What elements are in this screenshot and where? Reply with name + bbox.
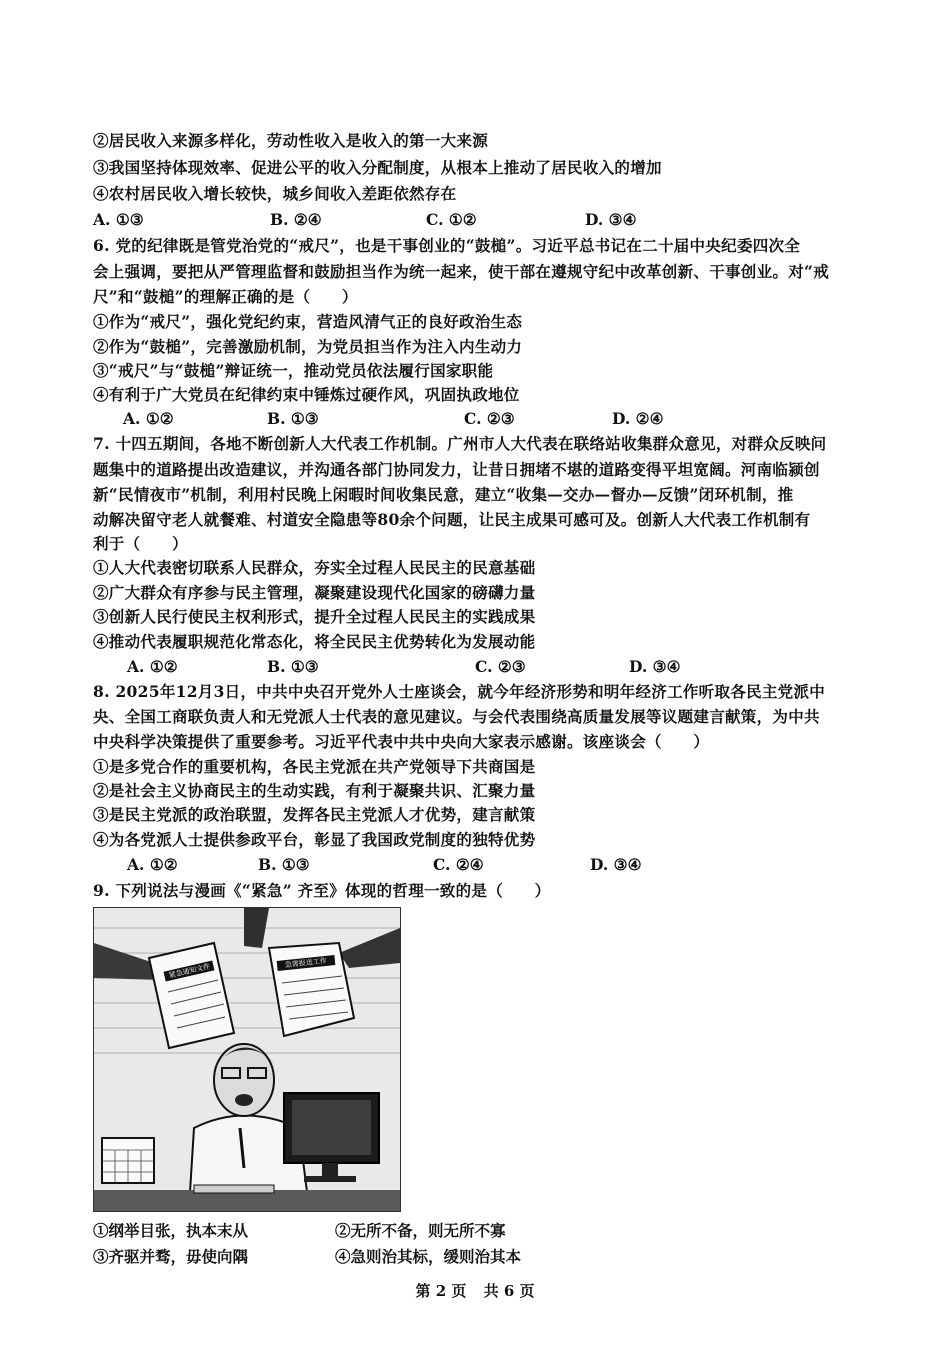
q6-stem-line-1: 6. 党的纪律既是管党治党的“戒尺”，也是干事创业的“鼓槌”。习近平总书记在二十届中央纪委四次全 xyxy=(93,236,801,255)
q7-option-a[interactable]: A. ①② xyxy=(127,657,178,676)
q8-options xyxy=(93,853,873,877)
q5-statement-3: ③我国坚持体现效率、促进公平的收入分配制度，从根本上推动了居民收入的增加 xyxy=(93,158,662,177)
q7-statement-4: ④推动代表履职规范化常态化，将全民民主优势转化为发展动能 xyxy=(93,632,536,651)
document-b-title: 急需报送工作 xyxy=(284,956,328,970)
q8-statement-3: ③是民主党派的政治联盟，发挥各民主党派人才优势，建言献策 xyxy=(93,805,536,824)
q6-stem-line-2: 会上强调，要把从严管理监督和鼓励担当作为统一起来，使干部在遵规守纪中改革创新、干事创业。对“戒 xyxy=(93,262,830,281)
q7-option-c[interactable]: C. ②③ xyxy=(475,657,526,676)
q6-option-b[interactable]: B. ①③ xyxy=(267,409,319,428)
q5-option-c[interactable]: C. ①② xyxy=(426,210,477,229)
q8-statement-4: ④为各党派人士提供参政平台，彰显了我国政党制度的独特优势 xyxy=(93,830,536,849)
q8-stem-line-1: 8. 2025年12月3日，中共中央召开党外人士座谈会，就今年经济形势和明年经济工作听取各民主党派中 xyxy=(93,682,826,701)
q6-statement-3: ③“戒尺”与“鼓槌”辩证统一，推动党员依法履行国家职能 xyxy=(93,361,494,380)
q7-statement-2: ②广大群众有序参与民主管理，凝聚建设现代化国家的磅礴力量 xyxy=(93,583,536,602)
q9-choices-row-2 xyxy=(93,1245,873,1269)
q5-option-d[interactable]: D. ③④ xyxy=(585,210,637,229)
q8-statement-2: ②是社会主义协商民主的生动实践，有利于凝聚共识、汇聚力量 xyxy=(93,781,536,800)
q6-options xyxy=(93,407,873,431)
document-a-title: 紧急通知文件 xyxy=(168,962,211,980)
q5-option-b[interactable]: B. ②④ xyxy=(270,210,322,229)
q7-option-d[interactable]: D. ③④ xyxy=(629,657,681,676)
cartoon-image xyxy=(93,907,401,1212)
q7-option-b[interactable]: B. ①③ xyxy=(267,657,319,676)
q7-stem-line-5: 利于（ ） xyxy=(93,534,188,553)
q8-option-c[interactable]: C. ②④ xyxy=(433,855,484,874)
q6-option-d[interactable]: D. ②④ xyxy=(612,409,664,428)
q8-stem-line-3: 中央科学决策提供了重要参考。习近平代表中共中央向大家表示感谢。该座谈会（ ） xyxy=(93,732,710,751)
q9-choice-2[interactable]: ②无所不备，则无所不寡 xyxy=(335,1221,506,1240)
q7-stem-line-3: 新“民情夜市”机制，利用村民晚上闲暇时间收集民意，建立“收集—交办—督办—反馈”闭环机制，推 xyxy=(93,485,794,504)
q7-statement-1: ①人大代表密切联系人民群众，夯实全过程人民民主的民意基础 xyxy=(93,558,536,577)
q8-statement-1: ①是多党合作的重要机构，各民主党派在共产党领导下共商国是 xyxy=(93,757,536,776)
q9-stem: 9. 下列说法与漫画《“紧急” 齐至》体现的哲理一致的是（ ） xyxy=(93,881,551,900)
page-total: 共 6 页 xyxy=(483,1282,535,1300)
q9-choice-4[interactable]: ④急则治其标，缓则治其本 xyxy=(335,1247,522,1266)
q7-stem-line-1: 7. 十四五期间，各地不断创新人大代表工作机制。广州市人大代表在联络站收集群众意见，对群众反映问 xyxy=(93,434,827,453)
q8-option-b[interactable]: B. ①③ xyxy=(258,855,310,874)
page-number: 第 2 页 xyxy=(415,1282,467,1300)
q8-option-a[interactable]: A. ①② xyxy=(127,855,178,874)
q6-statement-2: ②作为“鼓槌”，完善激励机制，为党员担当作为注入内生动力 xyxy=(93,337,523,356)
q9-choices-row-1 xyxy=(93,1219,873,1243)
q7-stem-line-4: 动解决留守老人就餐难、村道安全隐患等80余个问题，让民主成果可感可及。创新人大代表工作机制有 xyxy=(93,510,811,529)
desk-calendar xyxy=(102,1138,154,1183)
q6-option-a[interactable]: A. ①② xyxy=(123,409,174,428)
q5-options xyxy=(93,208,873,232)
page-footer xyxy=(0,1280,950,1302)
q5-option-a[interactable]: A. ①③ xyxy=(93,210,144,229)
q6-statement-1: ①作为“戒尺”，强化党纪约束，营造风清气正的良好政治生态 xyxy=(93,312,523,331)
q8-option-d[interactable]: D. ③④ xyxy=(590,855,642,874)
q9-choice-1[interactable]: ①纲举目张，执本末从 xyxy=(93,1221,249,1240)
urgent-document-right xyxy=(269,943,354,1036)
q7-stem-line-2: 题集中的道路提出改造建议，并沟通各部门协同发力，让昔日拥堵不堪的道路变得平坦宽阔。河南临颍创 xyxy=(93,460,820,479)
q5-statement-4: ④农村居民收入增长较快，城乡间收入差距依然存在 xyxy=(93,184,457,203)
q8-stem-line-2: 央、全国工商联负责人和无党派人士代表的意见建议。与会代表围绕高质量发展等议题建言献策，为中共 xyxy=(93,707,820,726)
q7-statement-3: ③创新人民行使民主权利形式，提升全过程人民民主的实践成果 xyxy=(93,607,536,626)
q7-options xyxy=(93,655,873,679)
q6-statement-4: ④有利于广大党员在纪律约束中锤炼过硬作风，巩固执政地位 xyxy=(93,385,520,404)
q6-stem-line-3: 尺”和“鼓槌”的理解正确的是（ ） xyxy=(93,287,358,306)
keyboard xyxy=(194,1185,274,1193)
q6-option-c[interactable]: C. ②③ xyxy=(464,409,515,428)
q5-statement-2: ②居民收入来源多样化，劳动性收入是收入的第一大来源 xyxy=(93,131,489,150)
q9-choice-3[interactable]: ③齐驱并骛，毋使向隅 xyxy=(93,1247,249,1266)
